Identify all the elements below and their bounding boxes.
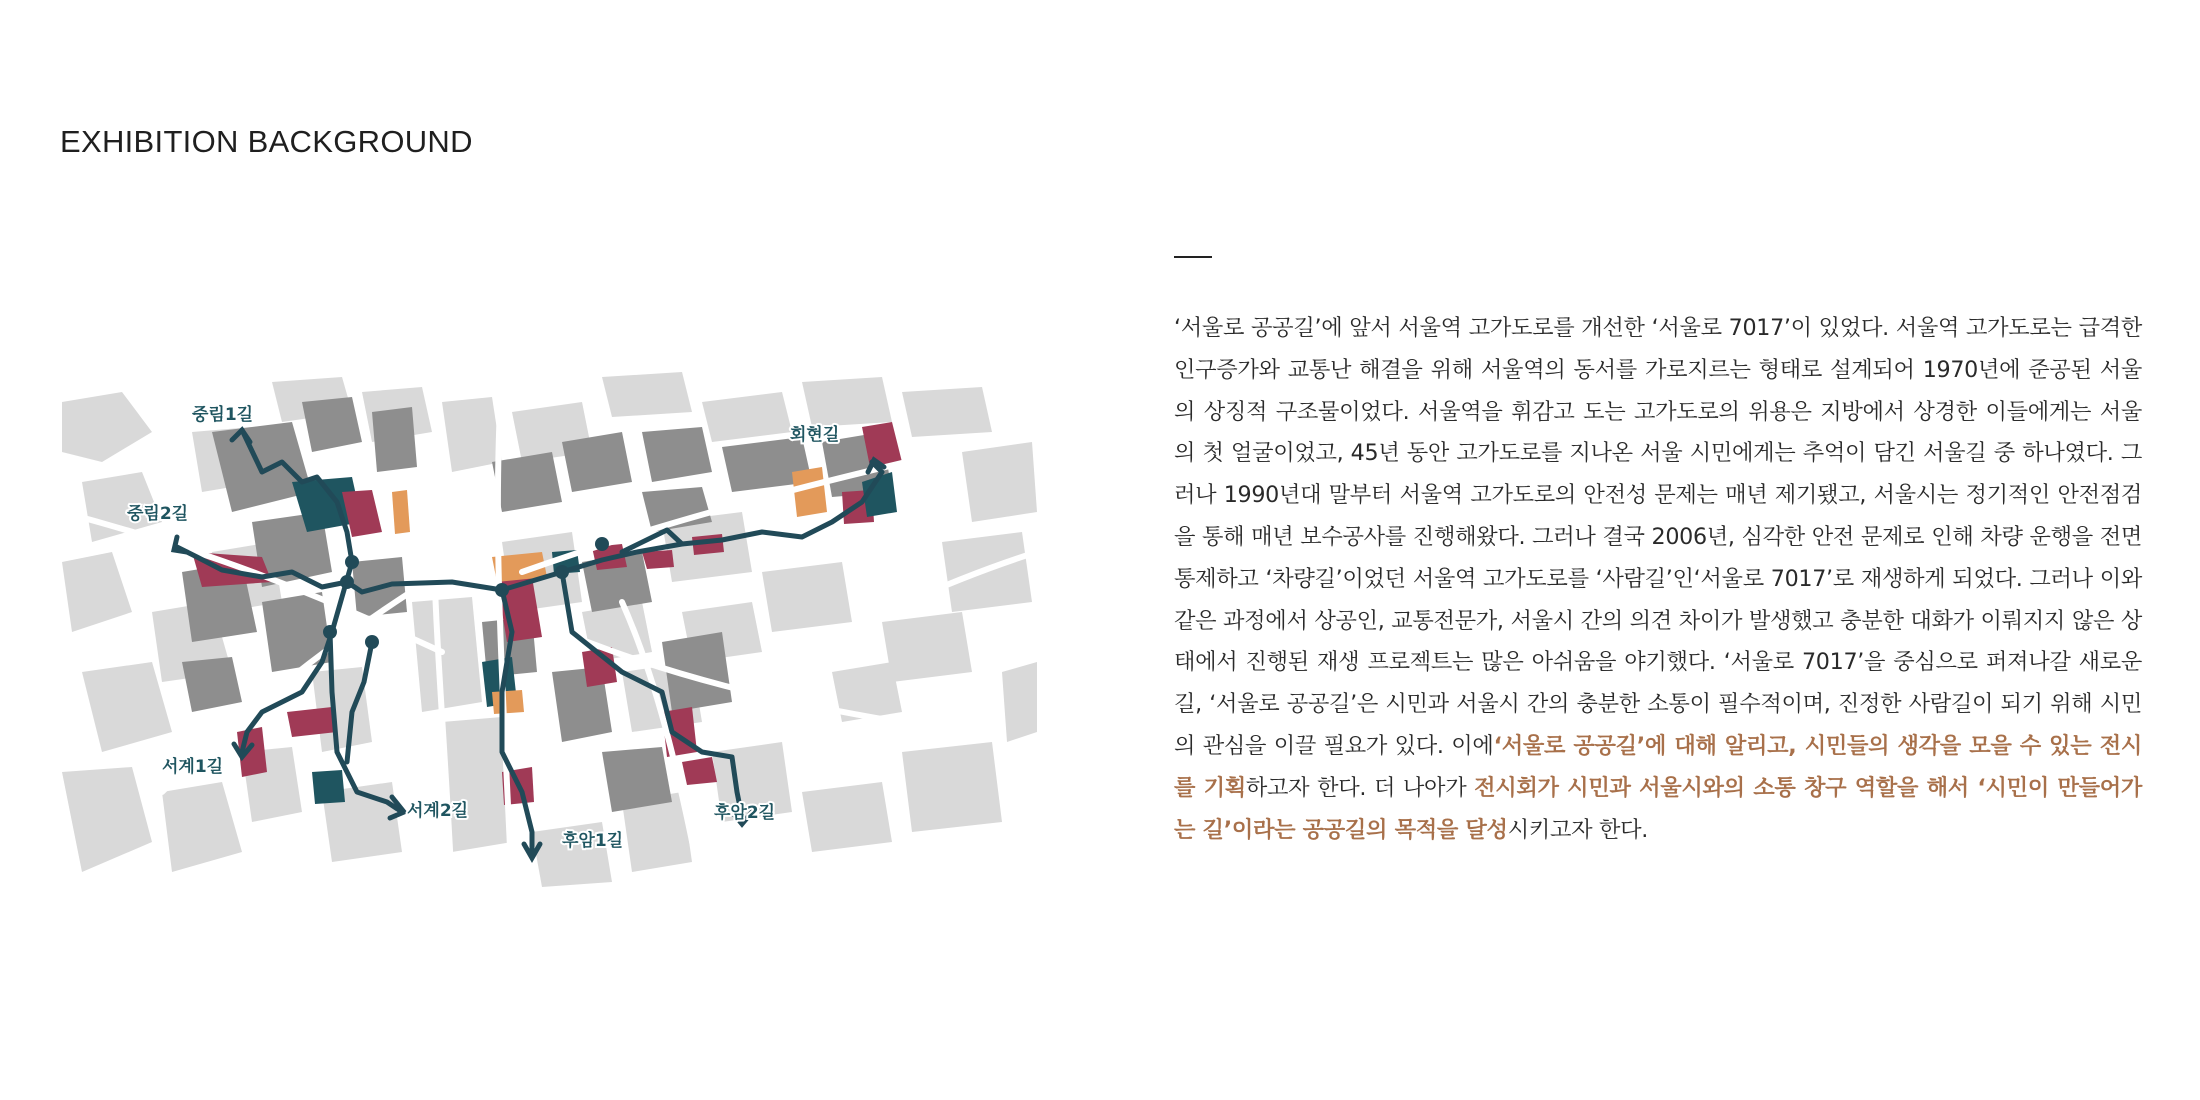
paragraph-text-3: 시키고자 한다.: [1507, 816, 1649, 843]
section-divider: [1174, 256, 1212, 258]
page-title: EXHIBITION BACKGROUND: [60, 124, 473, 159]
label-seogye1: 서계1길: [162, 757, 224, 777]
label-jungrim1: 중림1길: [192, 405, 254, 425]
label-hoehyeon: 회현길: [790, 425, 840, 445]
paragraph-text-1: ‘서울로 공공길’에 앞서 서울역 고가도로를 개선한 ‘서울로 7017’이 있었다. 서울역 고가도로는 급격한 인구증가와 교통난 해결을 위해 서울역의 동서를 가로지르는 형태로 설계되어 1970년에 준공된 서울의 상징적 구조물이었다. 서울역을 휘감고 도는 고가도로의 위용은 지방에서 상경한 이들에게는 서울의 첫 얼굴이었고, 45년 동안 고가도로를 지나온 서울 시민에게는 추억이 담긴 서울길 중 하나였다. 그러나 1990년대 말부터 서울역 고가도로의 안전성 문제는 매년 제기됐고, 서울시는 정기적인 안전점검을 통해 매년 보수공사를 진행해왔다. 그러나 결국 2006년, 심각한 안전 문제로 인해 차량 운행을 전면 통제하고 ‘차량길’이었던 서울역 고가도로를 ‘사람길’인‘서울로 7017’로 재생하게 되었다. 그러나 이와 같은 과정에서 상공인, 교통전문가, 서울시 간의 의견 차이가 발생했고 충분한 대화가 이뤄지지 않은 상태에서 진행된 재생 프로젝트는 많은 아쉬움을 야기했다. ‘서울로 7017’을 중심으로 퍼져나갈 새로운 길, ‘서울로 공공길’은 시민과 서울시 간의 충분한 소통이 필수적이며, 진정한 사람길이 되기 위해 시민의 관심을 이끌 필요가 있다. 이에: [1174, 315, 2142, 759]
route-map: [62, 372, 1037, 890]
highlight-text-1: ‘서울로 공공길’에 대해 알리고, 시민들의 생각을 모을 수 있는 전시를 기획: [1174, 732, 2142, 801]
paragraph-text-2: 하고자 한다. 더 나아가: [1245, 774, 1467, 801]
route-node: [555, 565, 569, 579]
label-seogye2: 서계2길: [407, 801, 469, 821]
label-huam2: 후암2길: [714, 803, 776, 823]
route-node: [595, 537, 609, 551]
route-node: [340, 575, 354, 589]
route-node: [345, 555, 359, 569]
route-node: [365, 635, 379, 649]
route-node: [323, 625, 337, 639]
label-huam1: 후암1길: [562, 831, 624, 851]
background-paragraph: [1174, 308, 2142, 851]
label-jungrim2: 중림2길: [127, 504, 189, 524]
highlight-text-2: 전시회가 시민과 서울시와의 소통 창구 역할을 해서 ‘시민이 만들어가는 길’이라는 공공길의 목적을 달성: [1174, 774, 2142, 843]
route-node: [495, 583, 509, 597]
